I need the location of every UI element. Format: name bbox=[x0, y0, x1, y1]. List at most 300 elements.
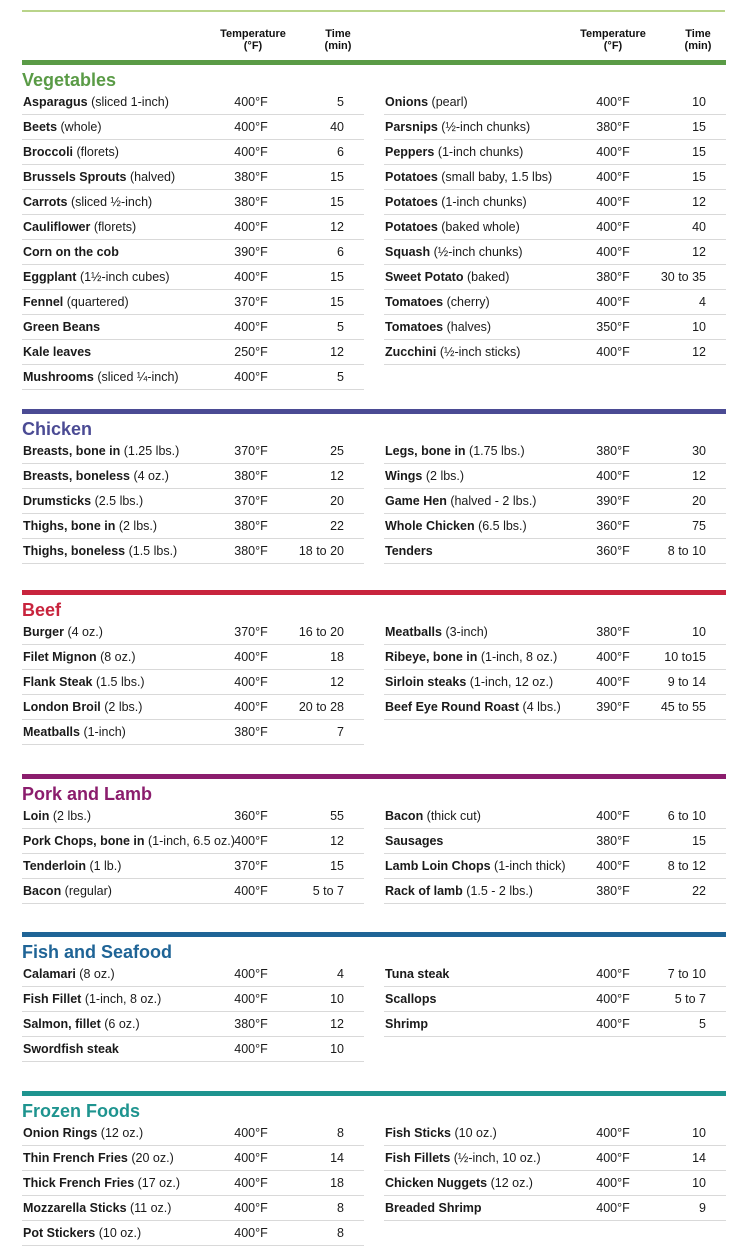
right-column bbox=[384, 91, 726, 366]
table-row bbox=[22, 671, 364, 695]
food-name bbox=[385, 1197, 482, 1220]
food-name bbox=[385, 646, 557, 669]
temperature-value: 400°F bbox=[596, 1017, 630, 1031]
temperature-value: 350°F bbox=[596, 320, 630, 334]
temperature-value: 400°F bbox=[234, 967, 268, 981]
section-chicken bbox=[22, 409, 726, 558]
food-note: (1-inch, 8 oz.) bbox=[81, 992, 162, 1006]
time-value: 8 to 10 bbox=[667, 544, 706, 558]
table-row bbox=[22, 1222, 364, 1246]
food-item: Fish Sticks bbox=[385, 1126, 451, 1140]
food-item: Legs, bone in bbox=[385, 444, 466, 458]
time-value: 8 to 12 bbox=[667, 859, 706, 873]
food-item: Breaded Shrimp bbox=[385, 1201, 482, 1215]
table-row bbox=[384, 316, 726, 340]
table-row bbox=[384, 515, 726, 539]
food-note: (2 lbs.) bbox=[115, 519, 158, 533]
temperature-value: 380°F bbox=[596, 270, 630, 284]
food-note: (4 lbs.) bbox=[519, 700, 561, 714]
table-row bbox=[22, 1013, 364, 1037]
temperature-value: 400°F bbox=[234, 270, 268, 284]
time-value: 40 bbox=[692, 220, 706, 234]
temperature-value: 400°F bbox=[596, 245, 630, 259]
temperature-value: 380°F bbox=[234, 725, 268, 739]
temperature-value: 400°F bbox=[596, 1201, 630, 1215]
food-note: (1-inch chunks) bbox=[437, 195, 527, 209]
food-note: (6.5 lbs.) bbox=[474, 519, 527, 533]
time-value: 20 to 28 bbox=[298, 700, 344, 714]
food-name bbox=[23, 266, 170, 289]
section-divider bbox=[22, 1091, 726, 1096]
food-name bbox=[385, 166, 552, 189]
temperature-value: 370°F bbox=[234, 859, 268, 873]
food-note: (1-inch, 12 oz.) bbox=[466, 675, 554, 689]
time-value: 7 to 10 bbox=[667, 967, 706, 981]
time-value: 15 bbox=[330, 295, 344, 309]
right-column bbox=[384, 1122, 726, 1222]
food-item: Thighs, bone in bbox=[23, 519, 116, 533]
food-note: (20 oz.) bbox=[127, 1151, 174, 1165]
food-note: (8 oz.) bbox=[75, 967, 115, 981]
temperature-value: 400°F bbox=[596, 1126, 630, 1140]
table-row bbox=[22, 266, 364, 290]
food-item: Tomatoes bbox=[385, 320, 444, 334]
temperature-label: Temperature bbox=[220, 28, 286, 40]
section-title: Vegetables bbox=[22, 70, 117, 90]
food-note: (½-inch, 10 oz.) bbox=[450, 1151, 541, 1165]
food-name bbox=[23, 646, 136, 669]
time-value: 10 bbox=[692, 95, 706, 109]
table-row bbox=[384, 621, 726, 645]
time-value: 16 to 20 bbox=[298, 625, 344, 639]
food-item: Wings bbox=[385, 469, 423, 483]
temperature-value: 360°F bbox=[234, 809, 268, 823]
temperature-value: 380°F bbox=[596, 120, 630, 134]
food-item: Ribeye, bone in bbox=[385, 650, 478, 664]
time-value: 6 bbox=[337, 245, 344, 259]
table-row bbox=[22, 963, 364, 987]
food-name bbox=[385, 316, 491, 339]
section-title: Fish and Seafood bbox=[22, 942, 173, 962]
food-item: Brussels Sprouts bbox=[23, 170, 127, 184]
temperature-value: 380°F bbox=[234, 519, 268, 533]
time-value: 5 bbox=[337, 370, 344, 384]
food-name bbox=[23, 316, 100, 339]
section-divider bbox=[22, 932, 726, 937]
time-value: 10 bbox=[692, 320, 706, 334]
table-row bbox=[384, 696, 726, 720]
food-name bbox=[23, 366, 179, 389]
right-column bbox=[384, 805, 726, 905]
food-note: (1-inch thick) bbox=[490, 859, 566, 873]
table-row bbox=[22, 988, 364, 1012]
time-header-right bbox=[673, 28, 723, 52]
food-item: Mushrooms bbox=[23, 370, 94, 384]
section-title: Pork and Lamb bbox=[22, 784, 153, 804]
temperature-value: 400°F bbox=[596, 992, 630, 1006]
time-value: 9 to 14 bbox=[667, 675, 706, 689]
temperature-value: 400°F bbox=[234, 120, 268, 134]
table-row bbox=[384, 1013, 726, 1037]
temperature-value: 370°F bbox=[234, 625, 268, 639]
food-item: Filet Mignon bbox=[23, 650, 97, 664]
food-item: Bacon bbox=[23, 884, 62, 898]
food-name bbox=[23, 1147, 174, 1170]
table-row bbox=[22, 91, 364, 115]
food-note: (4 oz.) bbox=[63, 625, 103, 639]
food-item: Fish Fillet bbox=[23, 992, 82, 1006]
time-value: 5 bbox=[699, 1017, 706, 1031]
food-note: (quartered) bbox=[63, 295, 129, 309]
food-note: (8 oz.) bbox=[96, 650, 136, 664]
temperature-value: 380°F bbox=[596, 834, 630, 848]
food-item: Shrimp bbox=[385, 1017, 429, 1031]
food-name bbox=[23, 540, 177, 563]
food-item: Drumsticks bbox=[23, 494, 92, 508]
food-note: (6 oz.) bbox=[100, 1017, 140, 1031]
left-column bbox=[22, 621, 364, 746]
section-title: Frozen Foods bbox=[22, 1101, 140, 1121]
food-item: Swordfish steak bbox=[23, 1042, 119, 1056]
food-note: (1.25 lbs.) bbox=[120, 444, 180, 458]
food-name bbox=[385, 696, 561, 719]
temperature-unit: (°F) bbox=[243, 40, 263, 52]
food-name bbox=[23, 696, 142, 719]
food-item: Asparagus bbox=[23, 95, 88, 109]
left-column bbox=[22, 1122, 364, 1247]
food-name bbox=[23, 1038, 119, 1061]
food-item: Kale leaves bbox=[23, 345, 92, 359]
food-item: Tenders bbox=[385, 544, 433, 558]
food-item: Beets bbox=[23, 120, 58, 134]
table-row bbox=[22, 721, 364, 745]
food-item: Parsnips bbox=[385, 120, 438, 134]
food-note: (2 lbs.) bbox=[100, 700, 143, 714]
time-label: Time bbox=[325, 28, 351, 40]
time-value: 12 bbox=[692, 245, 706, 259]
time-value: 12 bbox=[692, 195, 706, 209]
table-row bbox=[22, 241, 364, 265]
food-note: (½-inch chunks) bbox=[430, 245, 523, 259]
food-name bbox=[385, 515, 527, 538]
time-value: 6 to 10 bbox=[667, 809, 706, 823]
section-title: Beef bbox=[22, 600, 62, 620]
table-row bbox=[384, 963, 726, 987]
temperature-value: 400°F bbox=[234, 1226, 268, 1240]
food-name bbox=[23, 855, 121, 878]
food-item: Potatoes bbox=[385, 170, 438, 184]
food-name bbox=[385, 671, 553, 694]
temperature-value: 380°F bbox=[234, 469, 268, 483]
table-row bbox=[22, 1172, 364, 1196]
right-column bbox=[384, 621, 726, 721]
table-row bbox=[22, 696, 364, 720]
table-row bbox=[384, 805, 726, 829]
temperature-label: Temperature bbox=[580, 28, 646, 40]
table-row bbox=[22, 291, 364, 315]
food-item: Onions bbox=[385, 95, 429, 109]
time-value: 10 bbox=[692, 625, 706, 639]
temperature-value: 400°F bbox=[596, 170, 630, 184]
temperature-value: 400°F bbox=[234, 1042, 268, 1056]
food-name bbox=[23, 465, 169, 488]
temperature-value: 400°F bbox=[234, 1126, 268, 1140]
food-item: Peppers bbox=[385, 145, 435, 159]
food-name bbox=[23, 341, 91, 364]
food-name bbox=[23, 515, 157, 538]
section-vegetables bbox=[22, 60, 726, 384]
food-note: (1.75 lbs.) bbox=[465, 444, 525, 458]
food-name bbox=[23, 216, 136, 239]
food-note: (1.5 lbs.) bbox=[92, 675, 145, 689]
food-name bbox=[23, 91, 169, 114]
temperature-value: 390°F bbox=[596, 700, 630, 714]
food-note: (1-inch, 8 oz.) bbox=[477, 650, 558, 664]
food-item: Thighs, boneless bbox=[23, 544, 126, 558]
temperature-value: 400°F bbox=[596, 1176, 630, 1190]
food-note: (10 oz.) bbox=[451, 1126, 497, 1140]
table-row bbox=[22, 191, 364, 215]
food-item: Chicken Nuggets bbox=[385, 1176, 488, 1190]
section-fish-and-seafood bbox=[22, 932, 726, 1056]
temperature-value: 380°F bbox=[596, 444, 630, 458]
time-value: 5 to 7 bbox=[674, 992, 706, 1006]
food-item: Mozzarella Sticks bbox=[23, 1201, 127, 1215]
temperature-value: 390°F bbox=[234, 245, 268, 259]
temperature-value: 400°F bbox=[596, 345, 630, 359]
time-value: 75 bbox=[692, 519, 706, 533]
food-item: Beef Eye Round Roast bbox=[385, 700, 520, 714]
table-row bbox=[384, 191, 726, 215]
table-row bbox=[384, 1197, 726, 1221]
table-row bbox=[384, 116, 726, 140]
food-item: Potatoes bbox=[385, 220, 438, 234]
time-value: 18 bbox=[330, 650, 344, 664]
food-item: Fennel bbox=[23, 295, 64, 309]
food-note: (small baby, 1.5 lbs) bbox=[437, 170, 553, 184]
section-pork-and-lamb bbox=[22, 774, 726, 898]
food-item: Tenderloin bbox=[23, 859, 86, 873]
table-row bbox=[384, 341, 726, 365]
food-item: Carrots bbox=[23, 195, 68, 209]
top-rule bbox=[22, 10, 725, 12]
food-note: (florets) bbox=[90, 220, 137, 234]
food-name bbox=[385, 963, 449, 986]
temperature-value: 400°F bbox=[596, 1151, 630, 1165]
temperature-value: 400°F bbox=[234, 650, 268, 664]
table-row bbox=[22, 1147, 364, 1171]
section-beef bbox=[22, 590, 726, 739]
table-row bbox=[384, 988, 726, 1012]
table-row bbox=[384, 671, 726, 695]
food-note: (17 oz.) bbox=[134, 1176, 181, 1190]
food-item: Flank Steak bbox=[23, 675, 93, 689]
section-divider bbox=[22, 60, 726, 65]
temperature-value: 400°F bbox=[596, 809, 630, 823]
food-note: (12 oz.) bbox=[487, 1176, 533, 1190]
food-name bbox=[23, 963, 115, 986]
temperature-value: 400°F bbox=[234, 1151, 268, 1165]
temperature-value: 400°F bbox=[234, 220, 268, 234]
time-value: 30 bbox=[692, 444, 706, 458]
temperature-value: 380°F bbox=[596, 625, 630, 639]
food-note: (sliced 1-inch) bbox=[87, 95, 169, 109]
time-value: 18 to 20 bbox=[298, 544, 344, 558]
table-row bbox=[384, 855, 726, 879]
table-row bbox=[22, 855, 364, 879]
time-value: 22 bbox=[692, 884, 706, 898]
left-column bbox=[22, 963, 364, 1063]
table-row bbox=[22, 465, 364, 489]
food-name bbox=[385, 191, 527, 214]
food-name bbox=[385, 490, 536, 513]
food-note: (sliced ¼-inch) bbox=[93, 370, 179, 384]
table-row bbox=[22, 621, 364, 645]
time-value: 12 bbox=[330, 220, 344, 234]
food-item: Breasts, boneless bbox=[23, 469, 130, 483]
food-name bbox=[23, 805, 91, 828]
time-value: 12 bbox=[692, 469, 706, 483]
food-note: (halves) bbox=[443, 320, 492, 334]
table-row bbox=[384, 490, 726, 514]
left-column bbox=[22, 805, 364, 905]
temperature-header-right bbox=[573, 28, 653, 52]
right-column bbox=[384, 963, 726, 1038]
table-row bbox=[384, 166, 726, 190]
temperature-value: 370°F bbox=[234, 494, 268, 508]
food-name bbox=[385, 241, 523, 264]
time-value: 22 bbox=[330, 519, 344, 533]
time-value: 15 bbox=[330, 859, 344, 873]
food-name bbox=[385, 341, 520, 364]
food-name bbox=[385, 1147, 541, 1170]
food-note: (1.5 - 2 lbs.) bbox=[462, 884, 533, 898]
time-value: 10 bbox=[330, 1042, 344, 1056]
food-name bbox=[385, 1172, 533, 1195]
temperature-value: 400°F bbox=[234, 992, 268, 1006]
table-row bbox=[22, 646, 364, 670]
time-value: 12 bbox=[330, 675, 344, 689]
time-value: 5 to 7 bbox=[312, 884, 344, 898]
table-row bbox=[384, 440, 726, 464]
food-name bbox=[385, 988, 436, 1011]
time-value: 8 bbox=[337, 1201, 344, 1215]
time-value: 4 bbox=[337, 967, 344, 981]
time-value: 18 bbox=[330, 1176, 344, 1190]
food-name bbox=[385, 540, 433, 563]
time-value: 7 bbox=[337, 725, 344, 739]
food-name bbox=[23, 1013, 140, 1036]
section-title: Chicken bbox=[22, 419, 93, 439]
section-divider bbox=[22, 590, 726, 595]
temperature-value: 400°F bbox=[596, 295, 630, 309]
food-name bbox=[385, 141, 523, 164]
time-value: 15 bbox=[692, 834, 706, 848]
food-note: (cherry) bbox=[443, 295, 490, 309]
right-column bbox=[384, 440, 726, 565]
time-value: 12 bbox=[692, 345, 706, 359]
table-row bbox=[384, 540, 726, 564]
food-note: (1½-inch cubes) bbox=[76, 270, 170, 284]
food-name bbox=[23, 241, 119, 264]
table-row bbox=[384, 1122, 726, 1146]
food-name bbox=[385, 1122, 497, 1145]
table-row bbox=[384, 1147, 726, 1171]
food-item: Potatoes bbox=[385, 195, 438, 209]
food-note: (½-inch chunks) bbox=[437, 120, 531, 134]
food-name bbox=[385, 216, 520, 239]
food-note: (whole) bbox=[57, 120, 102, 134]
time-value: 6 bbox=[337, 145, 344, 159]
temperature-value: 400°F bbox=[596, 675, 630, 689]
time-value: 10 bbox=[692, 1126, 706, 1140]
temperature-value: 390°F bbox=[596, 494, 630, 508]
food-note: (3-inch) bbox=[441, 625, 488, 639]
food-item: Green Beans bbox=[23, 320, 101, 334]
food-name bbox=[23, 830, 235, 853]
food-item: Sweet Potato bbox=[385, 270, 464, 284]
time-header-left bbox=[313, 28, 363, 52]
table-row bbox=[384, 880, 726, 904]
temperature-value: 250°F bbox=[234, 345, 268, 359]
food-name bbox=[23, 490, 143, 513]
food-name bbox=[385, 291, 490, 314]
table-row bbox=[22, 216, 364, 240]
food-item: Game Hen bbox=[385, 494, 447, 508]
temperature-value: 380°F bbox=[234, 170, 268, 184]
food-name bbox=[385, 880, 533, 903]
table-row bbox=[22, 341, 364, 365]
temperature-value: 400°F bbox=[234, 1201, 268, 1215]
food-name bbox=[23, 671, 145, 694]
section-divider bbox=[22, 774, 726, 779]
time-unit: (min) bbox=[684, 40, 712, 52]
table-row bbox=[22, 490, 364, 514]
time-value: 12 bbox=[330, 834, 344, 848]
table-row bbox=[22, 141, 364, 165]
food-item: Sirloin steaks bbox=[385, 675, 467, 689]
food-name bbox=[23, 440, 179, 463]
temperature-value: 400°F bbox=[234, 675, 268, 689]
table-row bbox=[22, 1038, 364, 1062]
food-item: Burger bbox=[23, 625, 64, 639]
food-name bbox=[23, 1172, 180, 1195]
food-name bbox=[385, 805, 481, 828]
temperature-value: 400°F bbox=[596, 967, 630, 981]
temperature-value: 400°F bbox=[596, 859, 630, 873]
table-row bbox=[384, 830, 726, 854]
food-item: Meatballs bbox=[23, 725, 80, 739]
table-row bbox=[22, 880, 364, 904]
table-row bbox=[384, 291, 726, 315]
time-value: 9 bbox=[699, 1201, 706, 1215]
time-value: 55 bbox=[330, 809, 344, 823]
temperature-unit: (°F) bbox=[603, 40, 623, 52]
food-note: (4 oz.) bbox=[130, 469, 169, 483]
food-note: (2.5 lbs.) bbox=[91, 494, 144, 508]
food-name bbox=[385, 440, 525, 463]
food-note: (pearl) bbox=[428, 95, 468, 109]
table-row bbox=[22, 540, 364, 564]
time-value: 15 bbox=[330, 195, 344, 209]
food-item: London Broil bbox=[23, 700, 101, 714]
temperature-value: 400°F bbox=[234, 145, 268, 159]
time-value: 20 bbox=[692, 494, 706, 508]
temperature-value: 360°F bbox=[596, 544, 630, 558]
food-note: (1 lb.) bbox=[85, 859, 122, 873]
temperature-value: 400°F bbox=[596, 145, 630, 159]
food-item: Lamb Loin Chops bbox=[385, 859, 491, 873]
